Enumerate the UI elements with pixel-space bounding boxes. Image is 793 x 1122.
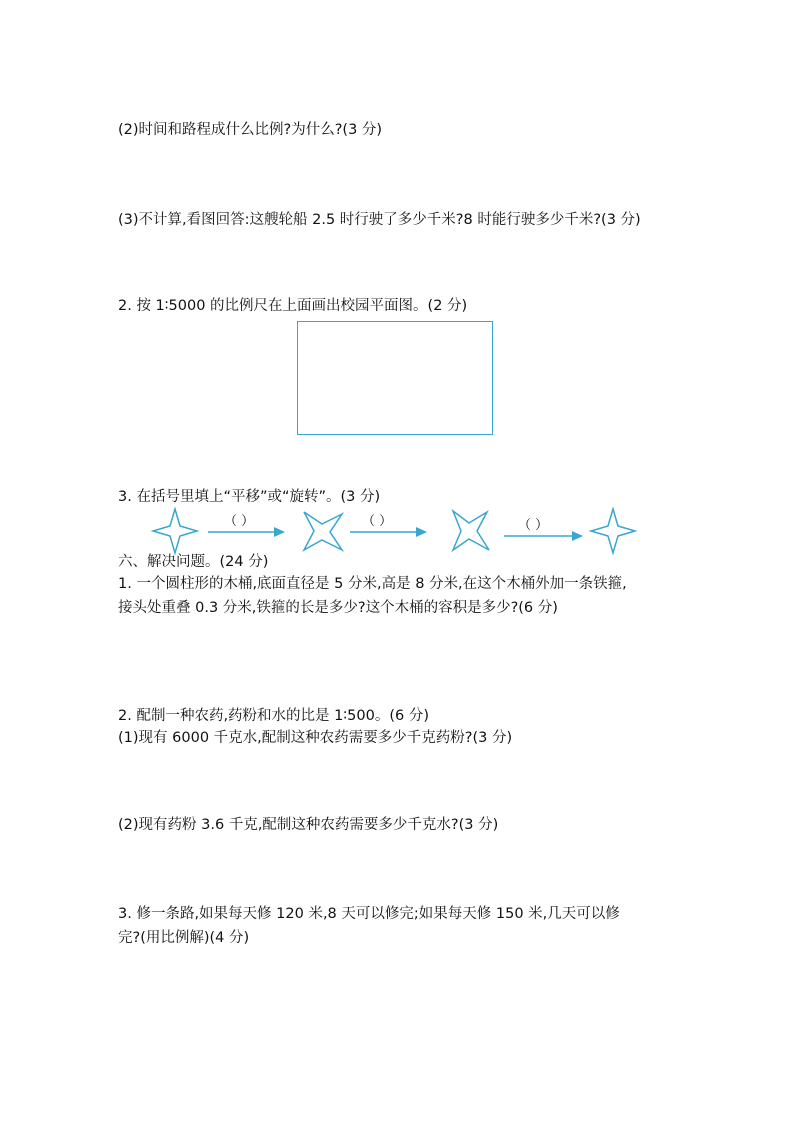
question-2-3: (3)不计算,看图回答:这艘轮船 2.5 时行驶了多少千米?8 时能行驶多少千米?(3 分) [118,212,641,228]
answer-blank-1[interactable]: （ ） [224,514,255,529]
problem-6-2-1: (1)现有 6000 千克水,配制这种农药需要多少千克药粉?(3 分) [118,730,513,746]
rotated-star-icon [298,506,348,556]
problem-6-1-line1: 1. 一个圆柱形的木桶,底面直径是 5 分米,高是 8 分米,在这个木桶外加一条铁箍, [118,576,627,592]
problem-3: 3. 在括号里填上“平移”或“旋转”。(3 分) [118,489,381,505]
problem-6-2: 2. 配制一种农药,药粉和水的比是 1∶500。(6 分) [118,708,429,724]
four-point-star-icon [588,506,638,556]
problem-2: 2. 按 1∶5000 的比例尺在上面画出校园平面图。(2 分) [118,298,468,314]
problem-6-2-2: (2)现有药粉 3.6 千克,配制这种农药需要多少千克水?(3 分) [118,817,499,833]
drawing-area-box[interactable] [297,321,493,435]
problem-6-3-line1: 3. 修一条路,如果每天修 120 米,8 天可以修完;如果每天修 150 米,几天可以修 [118,906,620,922]
answer-blank-2[interactable]: （ ） [362,514,393,529]
problem-6-3-line2: 完?(用比例解)(4 分) [118,930,250,946]
section-6-title: 六、解决问题。(24 分) [118,554,269,570]
answer-blank-3[interactable]: （ ） [518,518,549,533]
problem-6-1-line2: 接头处重叠 0.3 分米,铁箍的长是多少?这个木桶的容积是多少?(6 分) [118,600,558,616]
rotated-star-icon [445,506,495,556]
transform-figure-row [150,506,640,556]
four-point-star-icon [150,506,200,556]
question-2-2: (2)时间和路程成什么比例?为什么?(3 分) [118,122,383,138]
